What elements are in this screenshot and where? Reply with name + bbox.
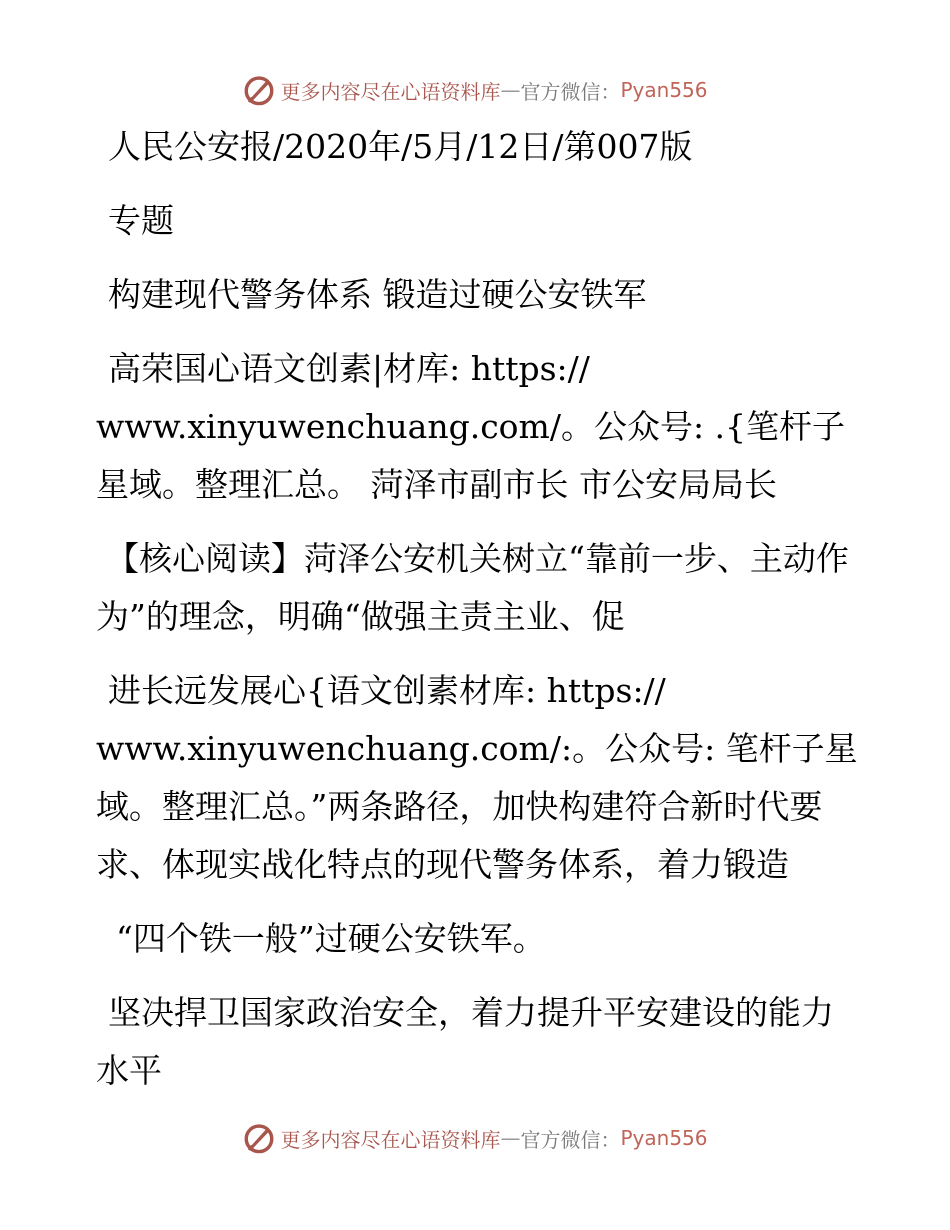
section-label: 专题 (108, 201, 174, 240)
watermark-account: Pyan556 (620, 1126, 708, 1150)
lead-paragraph-1: 【核心阅读】菏泽公安机关树立“靠前一步、主动作为”的理念，明确“做强主责主业、促 (96, 539, 849, 636)
byline: 高荣国心语文创素|材库: https:// www.xinyuwenchuang.com/。公众号: .{笔杆子星域。整理汇总。 菏泽市副市长 市公安局局长 (96, 349, 846, 504)
watermark-text: 更多内容尽在心语资料库 (280, 79, 501, 104)
quill-pen-logo-icon (242, 1121, 276, 1155)
watermark-wechat-label: 官方微信： (520, 79, 621, 104)
watermark-banner-bottom (0, 1118, 950, 1158)
lead-paragraph-3: “四个铁一般”过硬公安铁军。 (116, 919, 546, 958)
watermark-dash: — (500, 78, 521, 102)
watermark-text: 更多内容尽在心语资料库 (280, 1127, 501, 1152)
watermark-wechat-label: 官方微信： (520, 1127, 621, 1152)
lead-paragraph-2: 进长远发展心{语文创素材库: https:// www.xinyuwenchuang.com/:。公众号: 笔杆子星域。整理汇总。”两条路径，加快构建符合新时代要求、体现实战化特点的现代警务体系，着力锻造 (96, 671, 858, 884)
headline: 构建现代警务体系 锻造过硬公安铁军 (108, 275, 647, 314)
watermark-dash: — (500, 1126, 521, 1150)
article-body (96, 118, 866, 1100)
subheading: 坚决捍卫国家政治安全，着力提升平安建设的能力水平 (96, 993, 834, 1090)
watermark-account: Pyan556 (620, 78, 708, 102)
source-line: 人民公安报/2020年/5月/12日/第007版 (108, 127, 693, 166)
quill-pen-logo-icon (242, 73, 276, 107)
watermark-banner-top (0, 70, 950, 110)
